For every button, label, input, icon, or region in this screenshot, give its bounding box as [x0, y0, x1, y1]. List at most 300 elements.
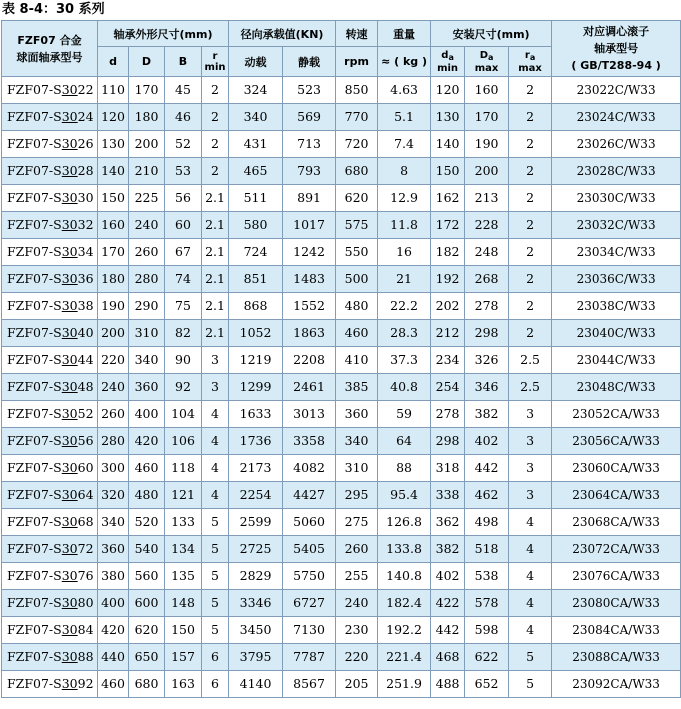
cell-da: 422	[431, 590, 465, 617]
header-Da-main: D	[479, 49, 489, 61]
cell-static-load: 7787	[283, 644, 336, 671]
model-prefix: FZF07-S	[7, 217, 62, 232]
cell-standard-model: 23022C/W33	[552, 77, 681, 104]
cell-weight: 8	[378, 158, 431, 185]
cell-rpm: 240	[336, 590, 378, 617]
cell-dynamic-load: 1633	[229, 401, 283, 428]
header-Da-bottom: max	[474, 62, 499, 74]
cell-ra: 2	[509, 158, 552, 185]
table-row	[2, 536, 681, 563]
cell-ra: 5	[509, 671, 552, 698]
cell-rpm: 230	[336, 617, 378, 644]
cell-B: 163	[165, 671, 202, 698]
model-suffix: 34	[77, 244, 94, 259]
cell-ra: 2	[509, 131, 552, 158]
cell-D: 240	[129, 212, 165, 239]
model-suffix: 24	[77, 109, 94, 124]
model-series: 30	[61, 82, 78, 97]
cell-rpm: 850	[336, 77, 378, 104]
cell-Da: 248	[465, 239, 509, 266]
cell-d: 360	[98, 536, 129, 563]
cell-r: 4	[202, 401, 229, 428]
cell-D: 650	[129, 644, 165, 671]
cell-dynamic-load: 1736	[229, 428, 283, 455]
table-body	[2, 77, 681, 698]
cell-da: 338	[431, 482, 465, 509]
model-suffix: 38	[77, 298, 94, 313]
cell-static-load: 1017	[283, 212, 336, 239]
model-series: 30	[61, 487, 78, 502]
model-suffix: 32	[77, 217, 94, 232]
cell-d: 110	[98, 77, 129, 104]
cell-ra: 4	[509, 590, 552, 617]
cell-ra: 2	[509, 266, 552, 293]
header-r-bottom: min	[204, 61, 226, 73]
table-row	[2, 104, 681, 131]
cell-da: 202	[431, 293, 465, 320]
header-rpm: rpm	[336, 47, 378, 77]
cell-d: 120	[98, 104, 129, 131]
cell-D: 200	[129, 131, 165, 158]
model-suffix: 56	[77, 433, 94, 448]
cell-weight: 16	[378, 239, 431, 266]
cell-weight: 12.9	[378, 185, 431, 212]
cell-D: 460	[129, 455, 165, 482]
cell-da: 182	[431, 239, 465, 266]
cell-D: 360	[129, 374, 165, 401]
cell-dynamic-load: 2173	[229, 455, 283, 482]
cell-standard-model: 23064CA/W33	[552, 482, 681, 509]
cell-da: 130	[431, 104, 465, 131]
cell-model	[2, 347, 98, 374]
header-kg: ≈ ( kg )	[378, 47, 431, 77]
cell-B: 104	[165, 401, 202, 428]
cell-da: 150	[431, 158, 465, 185]
model-prefix: FZF07-S	[7, 541, 62, 556]
table-row	[2, 401, 681, 428]
cell-B: 52	[165, 131, 202, 158]
cell-d: 420	[98, 617, 129, 644]
cell-ra: 3	[509, 401, 552, 428]
cell-B: 53	[165, 158, 202, 185]
cell-model	[2, 266, 98, 293]
model-series: 30	[61, 217, 78, 232]
cell-B: 67	[165, 239, 202, 266]
cell-D: 400	[129, 401, 165, 428]
cell-ra: 2	[509, 77, 552, 104]
cell-d: 160	[98, 212, 129, 239]
model-prefix: FZF07-S	[7, 514, 62, 529]
cell-standard-model: 23068CA/W33	[552, 509, 681, 536]
cell-model	[2, 293, 98, 320]
cell-standard-model: 23044C/W33	[552, 347, 681, 374]
table-row	[2, 77, 681, 104]
model-series: 30	[61, 649, 78, 664]
model-prefix: FZF07-S	[7, 379, 62, 394]
cell-ra: 2	[509, 104, 552, 131]
bearing-spec-table	[1, 20, 681, 698]
cell-da: 318	[431, 455, 465, 482]
header-dimensions: 轴承外形尺寸(mm)	[98, 21, 229, 47]
cell-Da: 498	[465, 509, 509, 536]
cell-rpm: 360	[336, 401, 378, 428]
model-prefix: FZF07-S	[7, 460, 62, 475]
cell-standard-model: 23056CA/W33	[552, 428, 681, 455]
cell-d: 340	[98, 509, 129, 536]
cell-D: 225	[129, 185, 165, 212]
model-suffix: 88	[77, 649, 94, 664]
cell-weight: 28.3	[378, 320, 431, 347]
cell-da: 402	[431, 563, 465, 590]
cell-standard-model: 23076CA/W33	[552, 563, 681, 590]
cell-static-load: 523	[283, 77, 336, 104]
cell-B: 46	[165, 104, 202, 131]
cell-D: 420	[129, 428, 165, 455]
cell-weight: 21	[378, 266, 431, 293]
cell-ra: 3	[509, 428, 552, 455]
model-series: 30	[61, 568, 78, 583]
cell-standard-model: 23052CA/W33	[552, 401, 681, 428]
cell-dynamic-load: 3450	[229, 617, 283, 644]
header-d: d	[98, 47, 129, 77]
cell-model	[2, 455, 98, 482]
model-prefix: FZF07-S	[7, 244, 62, 259]
cell-model	[2, 131, 98, 158]
header-ra-bottom: max	[518, 62, 542, 74]
cell-r: 2.1	[202, 239, 229, 266]
model-prefix: FZF07-S	[7, 595, 62, 610]
cell-D: 680	[129, 671, 165, 698]
table-row	[2, 266, 681, 293]
cell-B: 74	[165, 266, 202, 293]
model-series: 30	[61, 109, 78, 124]
model-prefix: FZF07-S	[7, 325, 62, 340]
header-ra-sub: a	[529, 52, 536, 62]
table-row	[2, 590, 681, 617]
cell-ra: 3	[509, 455, 552, 482]
model-suffix: 26	[77, 136, 94, 151]
cell-standard-model: 23060CA/W33	[552, 455, 681, 482]
cell-static-load: 5405	[283, 536, 336, 563]
cell-r: 2	[202, 77, 229, 104]
cell-D: 310	[129, 320, 165, 347]
header-weight: 重量	[378, 21, 431, 47]
cell-d: 180	[98, 266, 129, 293]
cell-weight: 182.4	[378, 590, 431, 617]
cell-weight: 59	[378, 401, 431, 428]
cell-da: 120	[431, 77, 465, 104]
cell-model	[2, 509, 98, 536]
cell-static-load: 5750	[283, 563, 336, 590]
cell-Da: 326	[465, 347, 509, 374]
cell-dynamic-load: 2725	[229, 536, 283, 563]
cell-ra: 2	[509, 185, 552, 212]
model-suffix: 92	[77, 676, 94, 691]
header-standard-line3: ( GB/T288-94 )	[571, 59, 661, 72]
cell-B: 56	[165, 185, 202, 212]
cell-r: 2	[202, 131, 229, 158]
cell-weight: 133.8	[378, 536, 431, 563]
header-ra-max	[509, 47, 552, 77]
model-series: 30	[61, 460, 78, 475]
table-row	[2, 563, 681, 590]
table-row	[2, 158, 681, 185]
cell-da: 254	[431, 374, 465, 401]
cell-D: 480	[129, 482, 165, 509]
model-series: 30	[61, 406, 78, 421]
cell-Da: 190	[465, 131, 509, 158]
cell-model	[2, 401, 98, 428]
cell-Da: 578	[465, 590, 509, 617]
cell-r: 4	[202, 482, 229, 509]
model-series: 30	[61, 190, 78, 205]
cell-D: 210	[129, 158, 165, 185]
table-row	[2, 644, 681, 671]
cell-d: 240	[98, 374, 129, 401]
header-install: 安装尺寸(mm)	[431, 21, 552, 47]
header-standard-line2: 轴承型号	[594, 42, 639, 55]
cell-rpm: 500	[336, 266, 378, 293]
cell-ra: 4	[509, 536, 552, 563]
cell-standard-model: 23030C/W33	[552, 185, 681, 212]
cell-d: 300	[98, 455, 129, 482]
table-row	[2, 347, 681, 374]
cell-weight: 5.1	[378, 104, 431, 131]
cell-dynamic-load: 324	[229, 77, 283, 104]
table-row	[2, 509, 681, 536]
model-suffix: 22	[77, 82, 94, 97]
model-prefix: FZF07-S	[7, 163, 62, 178]
header-Da-sub: a	[488, 52, 494, 62]
model-suffix: 28	[77, 163, 94, 178]
model-suffix: 72	[77, 541, 94, 556]
cell-da: 298	[431, 428, 465, 455]
cell-B: 75	[165, 293, 202, 320]
model-prefix: FZF07-S	[7, 433, 62, 448]
cell-static-load: 1483	[283, 266, 336, 293]
header-standard-line1: 对应调心滚子	[583, 25, 650, 38]
cell-standard-model: 23034C/W33	[552, 239, 681, 266]
cell-standard-model: 23080CA/W33	[552, 590, 681, 617]
cell-D: 520	[129, 509, 165, 536]
cell-static-load: 3013	[283, 401, 336, 428]
cell-rpm: 255	[336, 563, 378, 590]
model-prefix: FZF07-S	[7, 622, 62, 637]
cell-d: 220	[98, 347, 129, 374]
header-r-min	[202, 47, 229, 77]
header-D: D	[129, 47, 165, 77]
cell-dynamic-load: 3795	[229, 644, 283, 671]
model-prefix: FZF07-S	[7, 568, 62, 583]
cell-rpm: 385	[336, 374, 378, 401]
model-series: 30	[61, 352, 78, 367]
model-prefix: FZF07-S	[7, 298, 62, 313]
cell-standard-model: 23036C/W33	[552, 266, 681, 293]
cell-r: 2	[202, 158, 229, 185]
cell-weight: 140.8	[378, 563, 431, 590]
cell-D: 290	[129, 293, 165, 320]
cell-Da: 278	[465, 293, 509, 320]
cell-ra: 4	[509, 563, 552, 590]
cell-B: 118	[165, 455, 202, 482]
cell-D: 280	[129, 266, 165, 293]
cell-D: 340	[129, 347, 165, 374]
model-series: 30	[61, 514, 78, 529]
cell-dynamic-load: 340	[229, 104, 283, 131]
cell-standard-model: 23072CA/W33	[552, 536, 681, 563]
cell-Da: 346	[465, 374, 509, 401]
cell-Da: 382	[465, 401, 509, 428]
cell-rpm: 680	[336, 158, 378, 185]
cell-d: 150	[98, 185, 129, 212]
cell-r: 5	[202, 617, 229, 644]
table-row	[2, 671, 681, 698]
table-row	[2, 455, 681, 482]
table-row	[2, 131, 681, 158]
cell-rpm: 550	[336, 239, 378, 266]
cell-weight: 37.3	[378, 347, 431, 374]
cell-d: 280	[98, 428, 129, 455]
header-ra-main: r	[524, 49, 530, 61]
cell-d: 130	[98, 131, 129, 158]
cell-static-load: 8567	[283, 671, 336, 698]
cell-d: 170	[98, 239, 129, 266]
cell-weight: 64	[378, 428, 431, 455]
model-prefix: FZF07-S	[7, 406, 62, 421]
cell-model	[2, 374, 98, 401]
table-caption: 表 8-4：30 系列	[2, 2, 105, 17]
model-suffix: 30	[77, 190, 94, 205]
cell-dynamic-load: 1299	[229, 374, 283, 401]
cell-rpm: 770	[336, 104, 378, 131]
header-B: B	[165, 47, 202, 77]
cell-Da: 200	[465, 158, 509, 185]
cell-model	[2, 158, 98, 185]
model-series: 30	[61, 136, 78, 151]
cell-model	[2, 212, 98, 239]
cell-r: 4	[202, 428, 229, 455]
table-row	[2, 320, 681, 347]
cell-da: 162	[431, 185, 465, 212]
table-row	[2, 428, 681, 455]
model-suffix: 40	[77, 325, 94, 340]
cell-static-load: 713	[283, 131, 336, 158]
cell-Da: 518	[465, 536, 509, 563]
cell-model	[2, 563, 98, 590]
cell-static-load: 4082	[283, 455, 336, 482]
cell-dynamic-load: 2254	[229, 482, 283, 509]
table-row	[2, 239, 681, 266]
cell-D: 620	[129, 617, 165, 644]
cell-r: 6	[202, 644, 229, 671]
cell-Da: 462	[465, 482, 509, 509]
cell-standard-model: 23040C/W33	[552, 320, 681, 347]
cell-rpm: 340	[336, 428, 378, 455]
cell-da: 172	[431, 212, 465, 239]
cell-dynamic-load: 580	[229, 212, 283, 239]
cell-da: 468	[431, 644, 465, 671]
cell-rpm: 720	[336, 131, 378, 158]
cell-Da: 160	[465, 77, 509, 104]
cell-weight: 4.63	[378, 77, 431, 104]
model-suffix: 80	[77, 595, 94, 610]
cell-d: 320	[98, 482, 129, 509]
cell-d: 200	[98, 320, 129, 347]
cell-rpm: 260	[336, 536, 378, 563]
cell-dynamic-load: 868	[229, 293, 283, 320]
cell-B: 82	[165, 320, 202, 347]
cell-model	[2, 590, 98, 617]
model-prefix: FZF07-S	[7, 136, 62, 151]
cell-ra: 2.5	[509, 374, 552, 401]
model-suffix: 76	[77, 568, 94, 583]
header-standard	[552, 21, 681, 77]
model-suffix: 48	[77, 379, 94, 394]
header-da-top	[431, 50, 464, 63]
cell-weight: 221.4	[378, 644, 431, 671]
model-series: 30	[61, 163, 78, 178]
cell-static-load: 7130	[283, 617, 336, 644]
model-prefix: FZF07-S	[7, 649, 62, 664]
cell-ra: 2	[509, 293, 552, 320]
cell-standard-model: 23032C/W33	[552, 212, 681, 239]
header-radial-load: 径向承载值(KN)	[229, 21, 336, 47]
cell-d: 260	[98, 401, 129, 428]
model-series: 30	[61, 676, 78, 691]
cell-B: 133	[165, 509, 202, 536]
model-series: 30	[61, 433, 78, 448]
cell-rpm: 410	[336, 347, 378, 374]
header-da-main: d	[441, 49, 449, 61]
cell-model	[2, 536, 98, 563]
cell-Da: 213	[465, 185, 509, 212]
cell-da: 192	[431, 266, 465, 293]
cell-r: 3	[202, 374, 229, 401]
cell-static-load: 1242	[283, 239, 336, 266]
cell-dynamic-load: 2829	[229, 563, 283, 590]
cell-ra: 4	[509, 509, 552, 536]
header-dynamic: 动载	[229, 47, 283, 77]
cell-Da: 170	[465, 104, 509, 131]
cell-dynamic-load: 1219	[229, 347, 283, 374]
cell-static-load: 793	[283, 158, 336, 185]
header-da-sub: a	[448, 52, 454, 62]
cell-da: 212	[431, 320, 465, 347]
header-ra-top	[509, 50, 551, 63]
cell-rpm: 620	[336, 185, 378, 212]
model-prefix: FZF07-S	[7, 109, 62, 124]
cell-d: 460	[98, 671, 129, 698]
cell-dynamic-load: 4140	[229, 671, 283, 698]
cell-r: 2.1	[202, 266, 229, 293]
cell-weight: 88	[378, 455, 431, 482]
model-suffix: 84	[77, 622, 94, 637]
cell-weight: 251.9	[378, 671, 431, 698]
cell-B: 45	[165, 77, 202, 104]
cell-dynamic-load: 3346	[229, 590, 283, 617]
cell-static-load: 1552	[283, 293, 336, 320]
model-suffix: 52	[77, 406, 94, 421]
cell-weight: 7.4	[378, 131, 431, 158]
cell-da: 140	[431, 131, 465, 158]
cell-Da: 622	[465, 644, 509, 671]
cell-dynamic-load: 1052	[229, 320, 283, 347]
cell-rpm: 310	[336, 455, 378, 482]
header-static: 静载	[283, 47, 336, 77]
cell-standard-model: 23026C/W33	[552, 131, 681, 158]
cell-model	[2, 239, 98, 266]
cell-static-load: 4427	[283, 482, 336, 509]
